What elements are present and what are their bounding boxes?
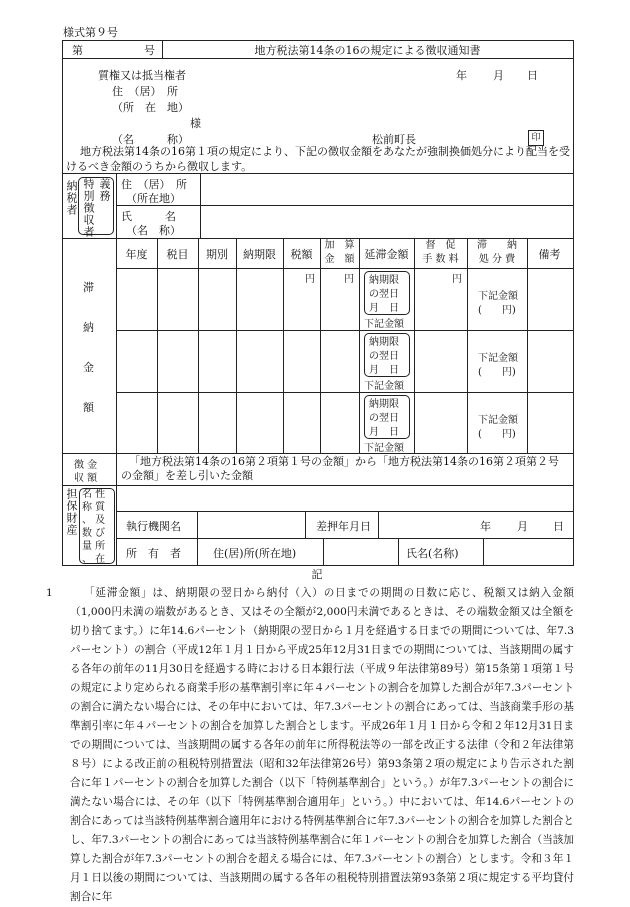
addressee-location-label: （所 在 地） bbox=[112, 101, 189, 114]
notes-heading: 記 bbox=[311, 568, 323, 581]
row3-due-note-1: 納期限 bbox=[369, 399, 399, 410]
owner-name-label: 氏名(名称) bbox=[406, 547, 459, 560]
mayor-label: 松前町長 bbox=[372, 133, 416, 146]
yen-reminder: 円 bbox=[452, 274, 462, 285]
owner-address-label: 住(居)所(所在地) bbox=[213, 547, 297, 560]
row2-due-note-1: 納期限 bbox=[369, 337, 399, 348]
arrears-label-1: 滞 bbox=[83, 281, 94, 294]
addressee-honorific: 様 bbox=[190, 117, 201, 130]
row2-due-note-3: 月 日 bbox=[369, 365, 399, 376]
col-header-tax-amount: 税額 bbox=[290, 248, 313, 261]
arrears-label-3: 金 bbox=[83, 361, 94, 374]
row1-due-note-2: の翌日 bbox=[369, 289, 399, 300]
row1-disp-yen: ( 円) bbox=[478, 305, 516, 316]
taxpayer-name-label2: （名 称） bbox=[126, 224, 181, 237]
taxpayer-address-label: 住 （居） 所 bbox=[121, 178, 187, 191]
row3-disp-yen: ( 円) bbox=[478, 429, 516, 440]
col-header-surcharge: 加 算 金 額 bbox=[324, 240, 355, 265]
addressee-address-label: 住 （居） 所 bbox=[112, 85, 178, 98]
col-header-remarks: 備考 bbox=[538, 248, 561, 261]
seizure-month: 月 bbox=[517, 520, 528, 533]
col-header-disposition-cost: 滞 納 処 分 費 bbox=[477, 240, 517, 265]
col-header-late-fee: 延滞金額 bbox=[364, 248, 409, 261]
collection-label-2: 収 額 bbox=[74, 473, 98, 484]
row1-due-note-3: 月 日 bbox=[369, 303, 399, 314]
row3-below-amount: 下記金額 bbox=[364, 443, 404, 454]
collateral-sublabel: 名 性 称 質 、 及 数 び 量 所 、 在 bbox=[82, 489, 106, 565]
date-year: 年 bbox=[456, 69, 467, 82]
yen-surcharge: 円 bbox=[344, 274, 354, 285]
collateral-label: 担保財産 bbox=[65, 488, 78, 536]
row1-due-note-1: 納期限 bbox=[369, 275, 399, 286]
agency-label: 執行機関名 bbox=[126, 520, 181, 533]
title-go: 号 bbox=[144, 44, 155, 57]
collection-text: 「地方税法第14条の16第２項第１号の金額」から「地方税法第14条の16第２項第２号の金額」を差し引いた金額 bbox=[121, 455, 559, 482]
row2-due-note-2: の翌日 bbox=[369, 351, 399, 362]
date-day: 日 bbox=[527, 69, 538, 82]
taxpayer-address-label2: （所在地） bbox=[126, 192, 181, 205]
row3-due-note-3: 月 日 bbox=[369, 427, 399, 438]
row2-disp-yen: ( 円) bbox=[478, 367, 516, 378]
yen-tax-amount: 円 bbox=[305, 274, 315, 285]
addressee-line1: 質権又は抵当権者 bbox=[98, 69, 186, 82]
seizure-year: 年 bbox=[480, 520, 491, 533]
row3-disp-below: 下記金額 bbox=[478, 415, 518, 426]
form-number: 様式第９号 bbox=[63, 26, 118, 39]
row3-due-note-2: の翌日 bbox=[369, 413, 399, 424]
taxpayer-label: 納税者 bbox=[65, 180, 78, 216]
seizure-date-label: 差押年月日 bbox=[316, 520, 371, 533]
row2-below-amount: 下記金額 bbox=[364, 381, 404, 392]
arrears-label-2: 納 bbox=[83, 321, 94, 334]
col-header-reminder-fee: 督 促 手 数 料 bbox=[422, 240, 459, 265]
taxpayer-sublabel-2: 特別徴収者 bbox=[82, 178, 95, 238]
row1-disp-below: 下記金額 bbox=[478, 291, 518, 302]
owner-label: 所 有 者 bbox=[126, 547, 181, 560]
taxpayer-name-label: 氏 名 bbox=[121, 210, 176, 223]
collection-label-1: 徴 金 bbox=[74, 460, 98, 471]
col-header-due-date: 納期限 bbox=[243, 248, 276, 261]
note-1-text: 「延滞金額」は、納期限の翌日から納付（入）の日までの期間の日数に応じ、税額又は納入金額（1,000円未満の端数があるとき、又はその全額が2,000円未満であるときは、その端数金額又は全額を切り捨てます。）に年14.6パーセント（納期限の翌日から１月を経過する日までの期間については、年7.3パーセント）の割合（平成12年１月１日から平成25年12月31日までの期間については、当該期間の属する各年の前年の11月30日を経過する時における日本銀行法（平成９年法律第89号）第15条第１項第１号の規定により定められる商業手形の基準割引率に年４パーセントの割合を加算した割合が年7.3パーセントの割合に満たない場合には、その年中においては、年7.3パーセントの割合にあっては、当該商業手形の基準割引率に年４パーセントの割合を加算した割合とします。平成26年１月１日から令和２年12月31日までの期間については、当該期間の属する各年の前年に所得税法等の一部を改正する法律（令和２年法律第８号）による改正前の租税特別措置法（昭和32年法律第26号）第93条第２項の規定により告示された割合に年１パーセントの割合を加算した割合（以下「特例基準割合」という。）が年7.3パーセントの割合に満たない場合には、その年（以下「特例基準割合適用年」という。）中においては、年14.6パーセントの割合にあっては当該特例基準割合適用年における特例基準割合に年7.3パーセントの割合を加算した割合とし、年7.3パーセントの割合にあっては当該特例基準割合に年１パーセントの割合を加算した割合（当該加算した割合が年7.3パーセントの割合を超える場合には、年7.3パーセントの割合）とします。令和３年１月１日以後の期間については、当該期間の属する各年の租税特別措置法第93条第２項に規定する平均貸付割合に年 bbox=[70, 587, 574, 903]
col-header-year: 年度 bbox=[125, 248, 148, 261]
addressee-name-label: （名 称） bbox=[112, 133, 189, 146]
taxpayer-sublabel-1: 義務 bbox=[98, 178, 111, 202]
row1-below-amount: 下記金額 bbox=[364, 319, 404, 330]
arrears-label-4: 額 bbox=[83, 401, 94, 414]
document-title: 地方税法第14条の16の規定による徴収通知書 bbox=[254, 44, 481, 57]
note-1-number: 1 bbox=[46, 587, 53, 599]
title-dai: 第 bbox=[72, 44, 83, 57]
note-1 bbox=[46, 584, 574, 907]
col-header-period: 期別 bbox=[206, 248, 228, 261]
intro-text: 地方税法第14条の16第１項の規定により、下記の徴収金額をあなたが強制換価処分により配当を受けるべき金額のうちから徴収します。 bbox=[66, 145, 570, 173]
row2-disp-below: 下記金額 bbox=[478, 353, 518, 364]
seal-stamp: 印 bbox=[528, 130, 544, 146]
col-header-tax-item: 税目 bbox=[166, 248, 189, 261]
seizure-day: 日 bbox=[553, 520, 564, 533]
date-month: 月 bbox=[493, 69, 504, 82]
